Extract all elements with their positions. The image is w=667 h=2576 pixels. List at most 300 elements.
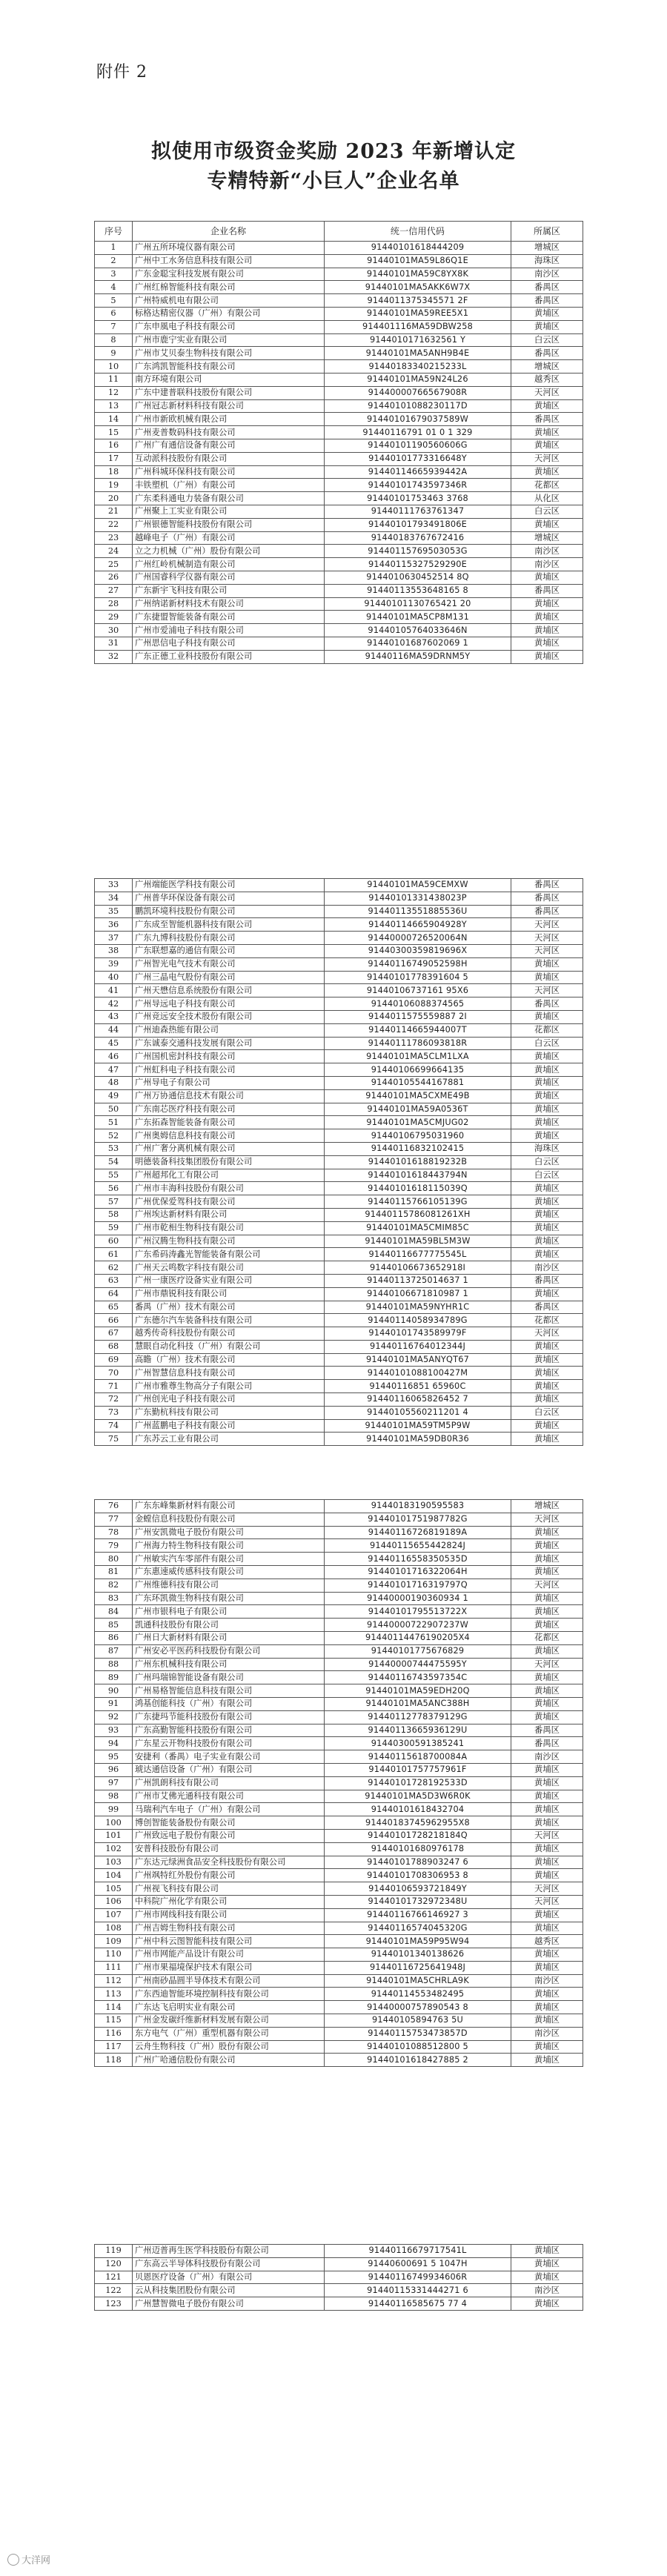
table-row: [95, 1869, 583, 1882]
cell-credit-code: 91440106593721849Y: [325, 1882, 511, 1896]
cell-company-name: 广州市雅尊生物高分子有限公司: [133, 1380, 325, 1393]
cell-no: 105: [95, 1882, 133, 1896]
table-row: [95, 1116, 583, 1129]
cell-district: 黄埔区: [511, 399, 583, 413]
cell-company-name: 广东联想嘉的通信有限公司: [133, 944, 325, 957]
cell-credit-code: 91440114058934789G: [325, 1314, 511, 1327]
cell-company-name: 广州智慧信息科技有限公司: [133, 1367, 325, 1380]
table-row: [95, 1195, 583, 1209]
cell-company-name: 广州市银科电子有限公司: [133, 1605, 325, 1619]
cell-no: 117: [95, 2040, 133, 2054]
cell-company-name: 云从科技集团股份有限公司: [133, 2284, 325, 2297]
table-row: [95, 1684, 583, 1698]
cell-district: 黄埔区: [511, 1869, 583, 1882]
cell-company-name: 广州市网线科技有限公司: [133, 1908, 325, 1922]
table-row: [95, 347, 583, 360]
cell-credit-code: 91440113553648165 8: [325, 584, 511, 597]
cell-no: 96: [95, 1763, 133, 1776]
cell-company-name: 广州竞远安全技术股份有限公司: [133, 1010, 325, 1023]
cell-no: 73: [95, 1406, 133, 1419]
cell-credit-code: 91440113665936129U: [325, 1724, 511, 1737]
cell-district: 黄埔区: [511, 426, 583, 439]
table-row: [95, 1710, 583, 1724]
cell-credit-code: 91440115766105139G: [325, 1195, 511, 1209]
attachment-label: 附件 2: [96, 63, 147, 82]
cell-district: 天河区: [511, 932, 583, 945]
cell-no: 38: [95, 944, 133, 957]
table-row: [95, 1763, 583, 1776]
cell-district: 黄埔区: [511, 624, 583, 637]
cell-company-name: 广州广哈通信股份有限公司: [133, 2054, 325, 2067]
cell-credit-code: 91440105764033646N: [325, 624, 511, 637]
cell-company-name: 广东拓森智能装备有限公司: [133, 1116, 325, 1129]
cell-no: 66: [95, 1314, 133, 1327]
cell-district: 番禺区: [511, 1724, 583, 1737]
cell-no: 13: [95, 399, 133, 413]
table-row: [95, 1129, 583, 1143]
cell-no: 116: [95, 2027, 133, 2040]
table-row: [95, 2014, 583, 2028]
cell-company-name: 广州特威机电有限公司: [133, 294, 325, 308]
cell-no: 32: [95, 650, 133, 663]
cell-district: 番禺区: [511, 879, 583, 892]
table-row: [95, 2001, 583, 2014]
cell-credit-code: 91440101680976178: [325, 1842, 511, 1856]
cell-district: 黄埔区: [511, 1063, 583, 1077]
cell-company-name: 安普科技股份有限公司: [133, 1842, 325, 1856]
table-row: [95, 637, 583, 650]
cell-no: 62: [95, 1261, 133, 1275]
table-row: [95, 545, 583, 558]
cell-company-name: 广州万协通信息技术有限公司: [133, 1089, 325, 1103]
table-row: [95, 1037, 583, 1050]
cell-district: 黄埔区: [511, 1050, 583, 1063]
cell-district: 花都区: [511, 1631, 583, 1644]
cell-district: 黄埔区: [511, 1856, 583, 1869]
cell-district: 黄埔区: [511, 1763, 583, 1776]
cell-district: 黄埔区: [511, 1287, 583, 1301]
cell-district: 黄埔区: [511, 1221, 583, 1235]
cell-credit-code: 91440101MA5CMJUG02: [325, 1116, 511, 1129]
table-row: [95, 1327, 583, 1341]
cell-credit-code: 91440111763761347: [325, 505, 511, 518]
cell-no: 49: [95, 1089, 133, 1103]
cell-district: 越秀区: [511, 373, 583, 386]
cell-no: 98: [95, 1790, 133, 1803]
cell-company-name: 广州玛瑞锦智能设备有限公司: [133, 1671, 325, 1684]
cell-company-name: 广州市新欧机械有限公司: [133, 413, 325, 426]
cell-no: 81: [95, 1565, 133, 1579]
cell-district: 南沙区: [511, 1261, 583, 1275]
document-title-line1: 拟使用市级资金奖励 2023 年新增认定: [151, 140, 516, 163]
table-row: [95, 1076, 583, 1089]
cell-district: 花都区: [511, 1314, 583, 1327]
table-row: [95, 1513, 583, 1526]
cell-credit-code: 91440105894763 5U: [325, 2014, 511, 2028]
table-row: [95, 1274, 583, 1287]
cell-credit-code: 91440114665904928Y: [325, 918, 511, 932]
table-row: [95, 1803, 583, 1816]
cell-district: 黄埔区: [511, 2001, 583, 2014]
cell-no: 91: [95, 1697, 133, 1710]
cell-district: 黄埔区: [511, 637, 583, 650]
table-row: [95, 1658, 583, 1671]
cell-company-name: 广东环凯微生物科技有限公司: [133, 1592, 325, 1605]
cell-credit-code: 91440115327529290E: [325, 558, 511, 571]
cell-company-name: 广州聚上工实业有限公司: [133, 505, 325, 518]
cell-no: 109: [95, 1935, 133, 1948]
cell-company-name: 广州国机密封科技有限公司: [133, 1050, 325, 1063]
cell-no: 15: [95, 426, 133, 439]
cell-credit-code: 91440101MA5CP8M131: [325, 611, 511, 624]
cell-district: 黄埔区: [511, 1433, 583, 1446]
cell-company-name: 广州端能医学科技有限公司: [133, 879, 325, 892]
cell-credit-code: 91440115753473857D: [325, 2027, 511, 2040]
table-row: [95, 879, 583, 892]
table-row: [95, 1419, 583, 1433]
cell-no: 67: [95, 1327, 133, 1341]
table-row: [95, 2257, 583, 2271]
cell-company-name: 广州五所环境仪器有限公司: [133, 242, 325, 255]
cell-no: 123: [95, 2297, 133, 2311]
cell-no: 97: [95, 1776, 133, 1790]
cell-credit-code: 91440300359819696X: [325, 944, 511, 957]
cell-no: 19: [95, 479, 133, 492]
table-row: [95, 2271, 583, 2284]
cell-company-name: 广州红棉智能科技有限公司: [133, 281, 325, 294]
cell-company-name: 广州金发碳纤维新材料发展有限公司: [133, 2014, 325, 2028]
cell-credit-code: 91440114476190205X4: [325, 1631, 511, 1644]
cell-credit-code: 91440115618700084A: [325, 1750, 511, 1764]
table-row: [95, 2027, 583, 2040]
table-row: [95, 294, 583, 308]
cell-no: 87: [95, 1644, 133, 1658]
cell-company-name: 广东达飞启明实业有限公司: [133, 2001, 325, 2014]
table-row: [95, 1103, 583, 1116]
cell-district: 黄埔区: [511, 1605, 583, 1619]
cell-company-name: 广东九博科技股份有限公司: [133, 932, 325, 945]
cell-no: 102: [95, 1842, 133, 1856]
cell-credit-code: 91440101716322064H: [325, 1565, 511, 1579]
cell-district: 黄埔区: [511, 1539, 583, 1553]
table-row: [95, 1605, 583, 1619]
cell-credit-code: 91440101MA59P95W94: [325, 1935, 511, 1948]
cell-district: 番禺区: [511, 413, 583, 426]
cell-district: 番禺区: [511, 281, 583, 294]
cell-credit-code: 91440101088100427M: [325, 1367, 511, 1380]
cell-company-name: 广州市网能产品设计有限公司: [133, 1948, 325, 1962]
cell-district: 天河区: [511, 1895, 583, 1908]
cell-company-name: 广东惠速威传感科技有限公司: [133, 1565, 325, 1579]
cell-company-name: 广州冠志新材料科技有限公司: [133, 399, 325, 413]
table-row: [95, 957, 583, 971]
cell-company-name: 广东东峰集新材料有限公司: [133, 1500, 325, 1513]
table-row: [95, 320, 583, 333]
table-row: [95, 1380, 583, 1393]
cell-credit-code: 91440101130765421 20: [325, 597, 511, 611]
cell-no: 108: [95, 1922, 133, 1935]
table-row: [95, 518, 583, 531]
cell-company-name: 广州市爱浦电子科技有限公司: [133, 624, 325, 637]
table-row: [95, 1526, 583, 1539]
cell-company-name: 东方电气（广州）重型机器有限公司: [133, 2027, 325, 2040]
cell-credit-code: 91440101MA59N24L26: [325, 373, 511, 386]
cell-credit-code: 91440101618115039Q: [325, 1182, 511, 1195]
cell-credit-code: 91440116679717541L: [325, 2245, 511, 2258]
cell-no: 103: [95, 1856, 133, 1869]
table-row: [95, 1208, 583, 1221]
cell-district: 黄埔区: [511, 1842, 583, 1856]
cell-company-name: 安捷利（番禺）电子实业有限公司: [133, 1750, 325, 1764]
table-row: [95, 242, 583, 255]
table-row: [95, 905, 583, 918]
cell-company-name: 中科院广州化学有限公司: [133, 1895, 325, 1908]
cell-no: 5: [95, 294, 133, 308]
header-code: 统一信用代码: [325, 222, 511, 242]
cell-company-name: 广东星云开物科技股份有限公司: [133, 1737, 325, 1750]
cell-company-name: 广州广有通信设备有限公司: [133, 439, 325, 452]
cell-company-name: 越秀传奇科技股份有限公司: [133, 1327, 325, 1341]
cell-district: 番禺区: [511, 997, 583, 1011]
table-row: [95, 1287, 583, 1301]
cell-no: 86: [95, 1631, 133, 1644]
cell-company-name: 广东鸿凯智能科技有限公司: [133, 360, 325, 374]
cell-company-name: 广州国睿科学仪器有限公司: [133, 571, 325, 584]
cell-credit-code: 91440300591385241: [325, 1737, 511, 1750]
cell-company-name: 广东达元绿洲食品安全科技股份有限公司: [133, 1856, 325, 1869]
cell-no: 23: [95, 531, 133, 545]
cell-credit-code: 91440113551885536U: [325, 905, 511, 918]
table-row: [95, 531, 583, 545]
cell-company-name: 广州东机械科技有限公司: [133, 1658, 325, 1671]
cell-credit-code: 9144010630452514 8Q: [325, 571, 511, 584]
cell-credit-code: 91440101MA5D3W6R0K: [325, 1790, 511, 1803]
cell-no: 42: [95, 997, 133, 1011]
table-header-row: [95, 222, 583, 242]
cell-district: 天河区: [511, 1882, 583, 1896]
table-row: [95, 1776, 583, 1790]
cell-district: 天河区: [511, 1327, 583, 1341]
cell-district: 南沙区: [511, 558, 583, 571]
cell-district: 黄埔区: [511, 2271, 583, 2284]
table-row: [95, 1619, 583, 1632]
cell-credit-code: 91440101793491806E: [325, 518, 511, 531]
cell-district: 南沙区: [511, 1750, 583, 1764]
table-row: [95, 624, 583, 637]
cell-credit-code: 91440000757890543 8: [325, 2001, 511, 2014]
cell-no: 74: [95, 1419, 133, 1433]
cell-company-name: 广州中科云图智能科技有限公司: [133, 1935, 325, 1948]
cell-credit-code: 91440101795513722X: [325, 1605, 511, 1619]
table-row: [95, 492, 583, 505]
cell-district: 增城区: [511, 531, 583, 545]
cell-credit-code: 91440101088512800 5: [325, 2040, 511, 2054]
cell-district: 增城区: [511, 360, 583, 374]
cell-credit-code: 91440101618427885 2: [325, 2054, 511, 2067]
table-row: [95, 1235, 583, 1248]
cell-company-name: 高瞻（广州）技术有限公司: [133, 1353, 325, 1367]
cell-no: 79: [95, 1539, 133, 1553]
header-district: 所属区: [511, 222, 583, 242]
table-row: [95, 254, 583, 268]
table-row: [95, 1142, 583, 1155]
table-row: [95, 360, 583, 374]
cell-company-name: 广东柔科通电力装备有限公司: [133, 492, 325, 505]
cell-district: 黄埔区: [511, 971, 583, 984]
cell-company-name: 博创智能装备股份有限公司: [133, 1816, 325, 1830]
cell-no: 10: [95, 360, 133, 374]
cell-district: 黄埔区: [511, 957, 583, 971]
cell-district: 天河区: [511, 1829, 583, 1842]
cell-district: 黄埔区: [511, 1393, 583, 1407]
cell-district: 黄埔区: [511, 1419, 583, 1433]
cell-credit-code: 9144010171632561 Y: [325, 333, 511, 347]
cell-no: 27: [95, 584, 133, 597]
table-row: [95, 439, 583, 452]
cell-company-name: 广州致远电子股份有限公司: [133, 1829, 325, 1842]
cell-credit-code: 91440115655442824J: [325, 1539, 511, 1553]
cell-company-name: 广州三晶电气股份有限公司: [133, 971, 325, 984]
cell-company-name: 广东高勤智能科技股份有限公司: [133, 1724, 325, 1737]
cell-company-name: 金螳信息科技股份有限公司: [133, 1513, 325, 1526]
cell-credit-code: 91440101MA59EDH20Q: [325, 1684, 511, 1698]
cell-company-name: 立之力机械（广州）股份有限公司: [133, 545, 325, 558]
cell-district: 从化区: [511, 492, 583, 505]
cell-district: 黄埔区: [511, 1340, 583, 1353]
table-row: [95, 1169, 583, 1182]
cell-district: 黄埔区: [511, 2257, 583, 2271]
cell-company-name: 标格达精密仪器（广州）有限公司: [133, 307, 325, 320]
cell-credit-code: 91440113725014637 1: [325, 1274, 511, 1287]
cell-company-name: 广州麦普数码科技有限公司: [133, 426, 325, 439]
cell-credit-code: 91440101MA59DB0R36: [325, 1433, 511, 1446]
cell-credit-code: 91440101MA59TM5P9W: [325, 1419, 511, 1433]
cell-company-name: 广东捷盟智能装备有限公司: [133, 611, 325, 624]
table-row: [95, 1063, 583, 1077]
cell-no: 39: [95, 957, 133, 971]
cell-credit-code: 91440116574045320G: [325, 1922, 511, 1935]
cell-district: 番禺区: [511, 294, 583, 308]
cell-no: 14: [95, 413, 133, 426]
table-row: [95, 1406, 583, 1419]
cell-district: 黄埔区: [511, 1089, 583, 1103]
cell-district: 黄埔区: [511, 1619, 583, 1632]
cell-no: 110: [95, 1948, 133, 1962]
watermark-text: 大洋网: [21, 2555, 51, 2566]
cell-district: 黄埔区: [511, 465, 583, 479]
cell-no: 65: [95, 1301, 133, 1314]
cell-company-name: 广东德尔汽车装备科技有限公司: [133, 1314, 325, 1327]
cell-credit-code: 91440101MA5ANH9B4E: [325, 347, 511, 360]
cell-company-name: 慧眼自动化科技（广州）有限公司: [133, 1340, 325, 1353]
cell-credit-code: 91440105560211201 4: [325, 1406, 511, 1419]
table-row: [95, 1367, 583, 1380]
cell-company-name: 广州迪森热能有限公司: [133, 1023, 325, 1037]
cell-no: 99: [95, 1803, 133, 1816]
cell-no: 121: [95, 2271, 133, 2284]
cell-no: 93: [95, 1724, 133, 1737]
table-row: [95, 1671, 583, 1684]
cell-credit-code: 91440116558350535D: [325, 1553, 511, 1566]
cell-company-name: 广州海力特生物科技有限公司: [133, 1539, 325, 1553]
cell-no: 72: [95, 1393, 133, 1407]
company-table-1: [94, 221, 583, 664]
cell-company-name: 琥达通信设备（广州）有限公司: [133, 1763, 325, 1776]
table-row: [95, 479, 583, 492]
table-row: [95, 1790, 583, 1803]
cell-credit-code: 9144011375345571 2F: [325, 294, 511, 308]
cell-company-name: 广州导远电子科技有限公司: [133, 997, 325, 1011]
cell-district: 番禺区: [511, 584, 583, 597]
table-row: [95, 2054, 583, 2067]
cell-company-name: 广州一康医疗设备实业有限公司: [133, 1274, 325, 1287]
cell-no: 76: [95, 1500, 133, 1513]
cell-no: 64: [95, 1287, 133, 1301]
cell-no: 20: [95, 492, 133, 505]
table-row: [95, 2245, 583, 2258]
cell-no: 94: [95, 1737, 133, 1750]
cell-credit-code: 91440115331444271 6: [325, 2284, 511, 2297]
table-row: [95, 281, 583, 294]
cell-district: 南沙区: [511, 1974, 583, 1988]
cell-no: 36: [95, 918, 133, 932]
cell-district: 白云区: [511, 1406, 583, 1419]
cell-credit-code: 91440101778391604 5: [325, 971, 511, 984]
cell-district: 天河区: [511, 386, 583, 399]
cell-company-name: 明德装备科技集团股份有限公司: [133, 1155, 325, 1169]
cell-no: 53: [95, 1142, 133, 1155]
table-row: [95, 1010, 583, 1023]
cell-no: 31: [95, 637, 133, 650]
cell-district: 黄埔区: [511, 1592, 583, 1605]
cell-company-name: 广东诚泰交通科技发展有限公司: [133, 1037, 325, 1050]
cell-district: 黄埔区: [511, 1367, 583, 1380]
cell-company-name: 广州市丰海科技股份有限公司: [133, 1182, 325, 1195]
cell-district: 越秀区: [511, 1935, 583, 1948]
cell-company-name: 广州思信电子科技有限公司: [133, 637, 325, 650]
cell-district: 黄埔区: [511, 1790, 583, 1803]
cell-no: 106: [95, 1895, 133, 1908]
cell-no: 115: [95, 2014, 133, 2028]
cell-company-name: 马瑞利汽车电子（广州）有限公司: [133, 1803, 325, 1816]
cell-district: 黄埔区: [511, 1182, 583, 1195]
cell-company-name: 广州易格智能信息科技有限公司: [133, 1684, 325, 1698]
cell-credit-code: 91440101MA59A0536T: [325, 1103, 511, 1116]
cell-district: 海珠区: [511, 1142, 583, 1155]
cell-no: 88: [95, 1658, 133, 1671]
cell-district: 南沙区: [511, 2284, 583, 2297]
cell-company-name: 广州市果福境保护技术有限公司: [133, 1961, 325, 1974]
cell-district: 天河区: [511, 1513, 583, 1526]
cell-credit-code: 91440101728192533D: [325, 1776, 511, 1790]
cell-district: 花都区: [511, 479, 583, 492]
table-row: [95, 1353, 583, 1367]
table-row: [95, 1816, 583, 1830]
cell-company-name: 广州红岭机械制造有限公司: [133, 558, 325, 571]
cell-no: 84: [95, 1605, 133, 1619]
cell-credit-code: 91440114665944007T: [325, 1023, 511, 1037]
cell-no: 47: [95, 1063, 133, 1077]
table-row: [95, 1961, 583, 1974]
cell-district: 增城区: [511, 242, 583, 255]
cell-company-name: 广东正德工业科技股份有限公司: [133, 650, 325, 663]
cell-company-name: 广州飒特红外股份有限公司: [133, 1869, 325, 1882]
cell-no: 6: [95, 307, 133, 320]
table-row: [95, 1644, 583, 1658]
table-row: [95, 932, 583, 945]
cell-no: 46: [95, 1050, 133, 1063]
cell-credit-code: 91440101MA59C8YX8K: [325, 268, 511, 281]
